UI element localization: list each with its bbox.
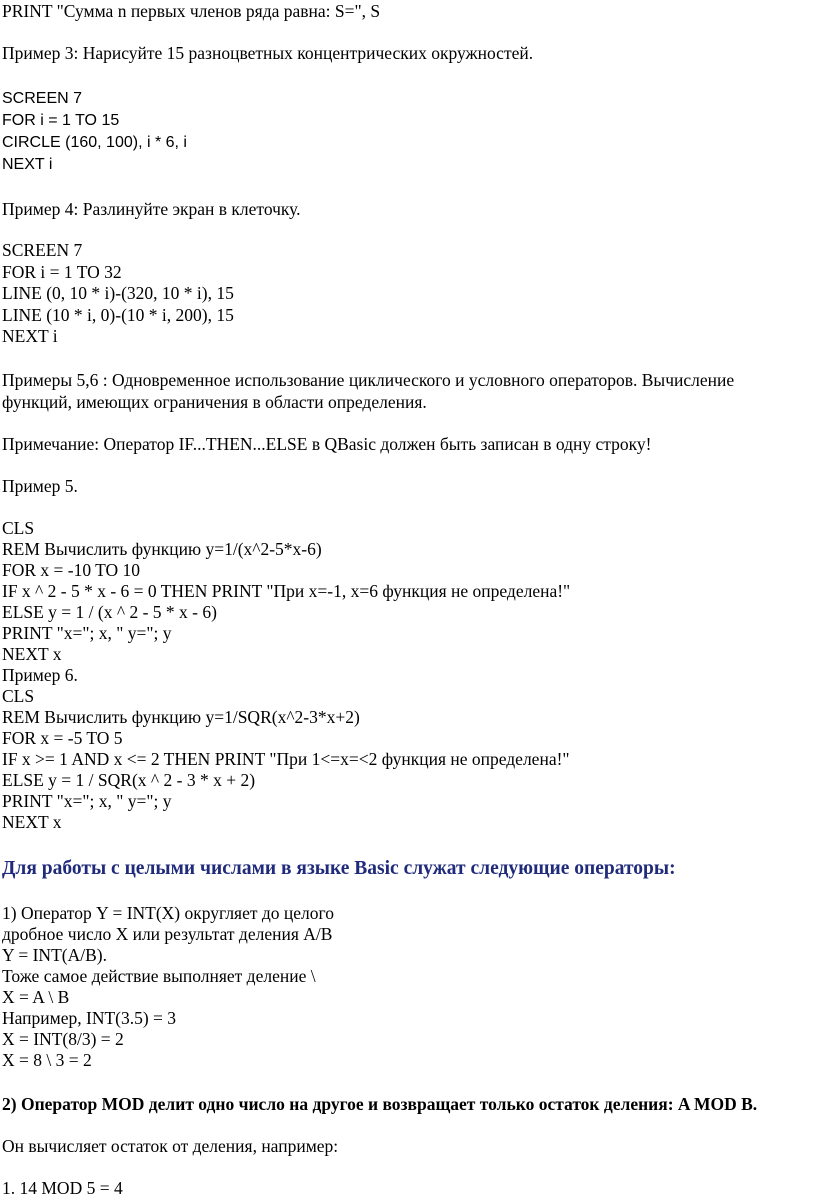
code-line: FOR x = -10 TO 10 <box>2 560 141 580</box>
example-4-title: Пример 4: Разлинуйте экран в клеточку. <box>2 199 301 219</box>
code-line: NEXT i <box>2 326 58 346</box>
example-5-title: Пример 5. <box>2 476 78 496</box>
code-line: SCREEN 7 <box>2 90 83 107</box>
code-line: LINE (10 * i, 0)-(10 * i, 200), 15 <box>2 305 234 325</box>
int-description: X = A \ B <box>2 987 70 1007</box>
examples-5-6-description: функций, имеющих ограничения в области определения. <box>2 392 427 412</box>
code-line: LINE (0, 10 * i)-(320, 10 * i), 15 <box>2 283 234 303</box>
code-line: NEXT i <box>2 156 53 173</box>
int-description: X = INT(8/3) = 2 <box>2 1029 124 1049</box>
int-description: Тоже самое действие выполняет деление \ <box>2 966 316 986</box>
example-3-title: Пример 3: Нарисуйте 15 разноцветных концентрических окружностей. <box>2 43 534 63</box>
code-line: FOR x = -5 TO 5 <box>2 728 123 748</box>
mod-explanation: Он вычисляет остаток от деления, например: <box>2 1136 339 1156</box>
int-description: 1) Оператор Y = INT(X) округляет до целого <box>2 903 335 923</box>
code-line: ELSE y = 1 / (x ^ 2 - 5 * x - 6) <box>2 602 217 622</box>
code-line: IF x >= 1 AND x <= 2 THEN PRINT "При 1<=x=<2 функция не определена!" <box>2 749 570 769</box>
int-description: X = 8 \ 3 = 2 <box>2 1050 92 1070</box>
examples-5-6-description: Примеры 5,6 : Одновременное использование циклического и условного операторов. Вычисление <box>2 370 735 390</box>
int-description: Например, INT(3.5) = 3 <box>2 1008 177 1028</box>
code-print-sum: PRINT "Сумма n первых членов ряда равна: S=", S <box>2 1 381 21</box>
int-description: Y = INT(A/B). <box>2 945 107 965</box>
code-line: SCREEN 7 <box>2 240 83 260</box>
code-line: REM Вычислить функцию y=1/(x^2-5*x-6) <box>2 539 322 559</box>
mod-example: 1. 14 MOD 5 = 4 <box>2 1178 123 1198</box>
code-line: CIRCLE (160, 100), i * 6, i <box>2 134 187 151</box>
code-line: IF x ^ 2 - 5 * x - 6 = 0 THEN PRINT "При x=-1, x=6 функция не определена!" <box>2 581 571 601</box>
mod-description-bold: 2) Оператор MOD делит одно число на другое и возвращает только остаток деления: A MOD B. <box>2 1094 758 1114</box>
code-line: PRINT "x="; x, " y="; y <box>2 623 172 643</box>
note-text: Примечание: Оператор IF...THEN...ELSE в QBasic должен быть записан в одну строку! <box>2 434 652 454</box>
code-line: CLS <box>2 686 35 706</box>
example-6-title: Пример 6. <box>2 665 78 685</box>
section-heading: Для работы с целыми числами в языке Basic служат следующие операторы: <box>2 858 676 879</box>
int-description: дробное число X или результат деления A/B <box>2 924 333 944</box>
code-line: PRINT "x="; x, " y="; y <box>2 791 172 811</box>
code-line: FOR i = 1 TO 32 <box>2 262 122 282</box>
code-line: NEXT x <box>2 812 62 832</box>
code-line: CLS <box>2 518 35 538</box>
code-line: ELSE y = 1 / SQR(x ^ 2 - 3 * x + 2) <box>2 770 256 790</box>
code-line: REM Вычислить функцию y=1/SQR(x^2-3*x+2) <box>2 707 360 727</box>
code-line: FOR i = 1 TO 15 <box>2 112 120 129</box>
code-line: NEXT x <box>2 644 62 664</box>
